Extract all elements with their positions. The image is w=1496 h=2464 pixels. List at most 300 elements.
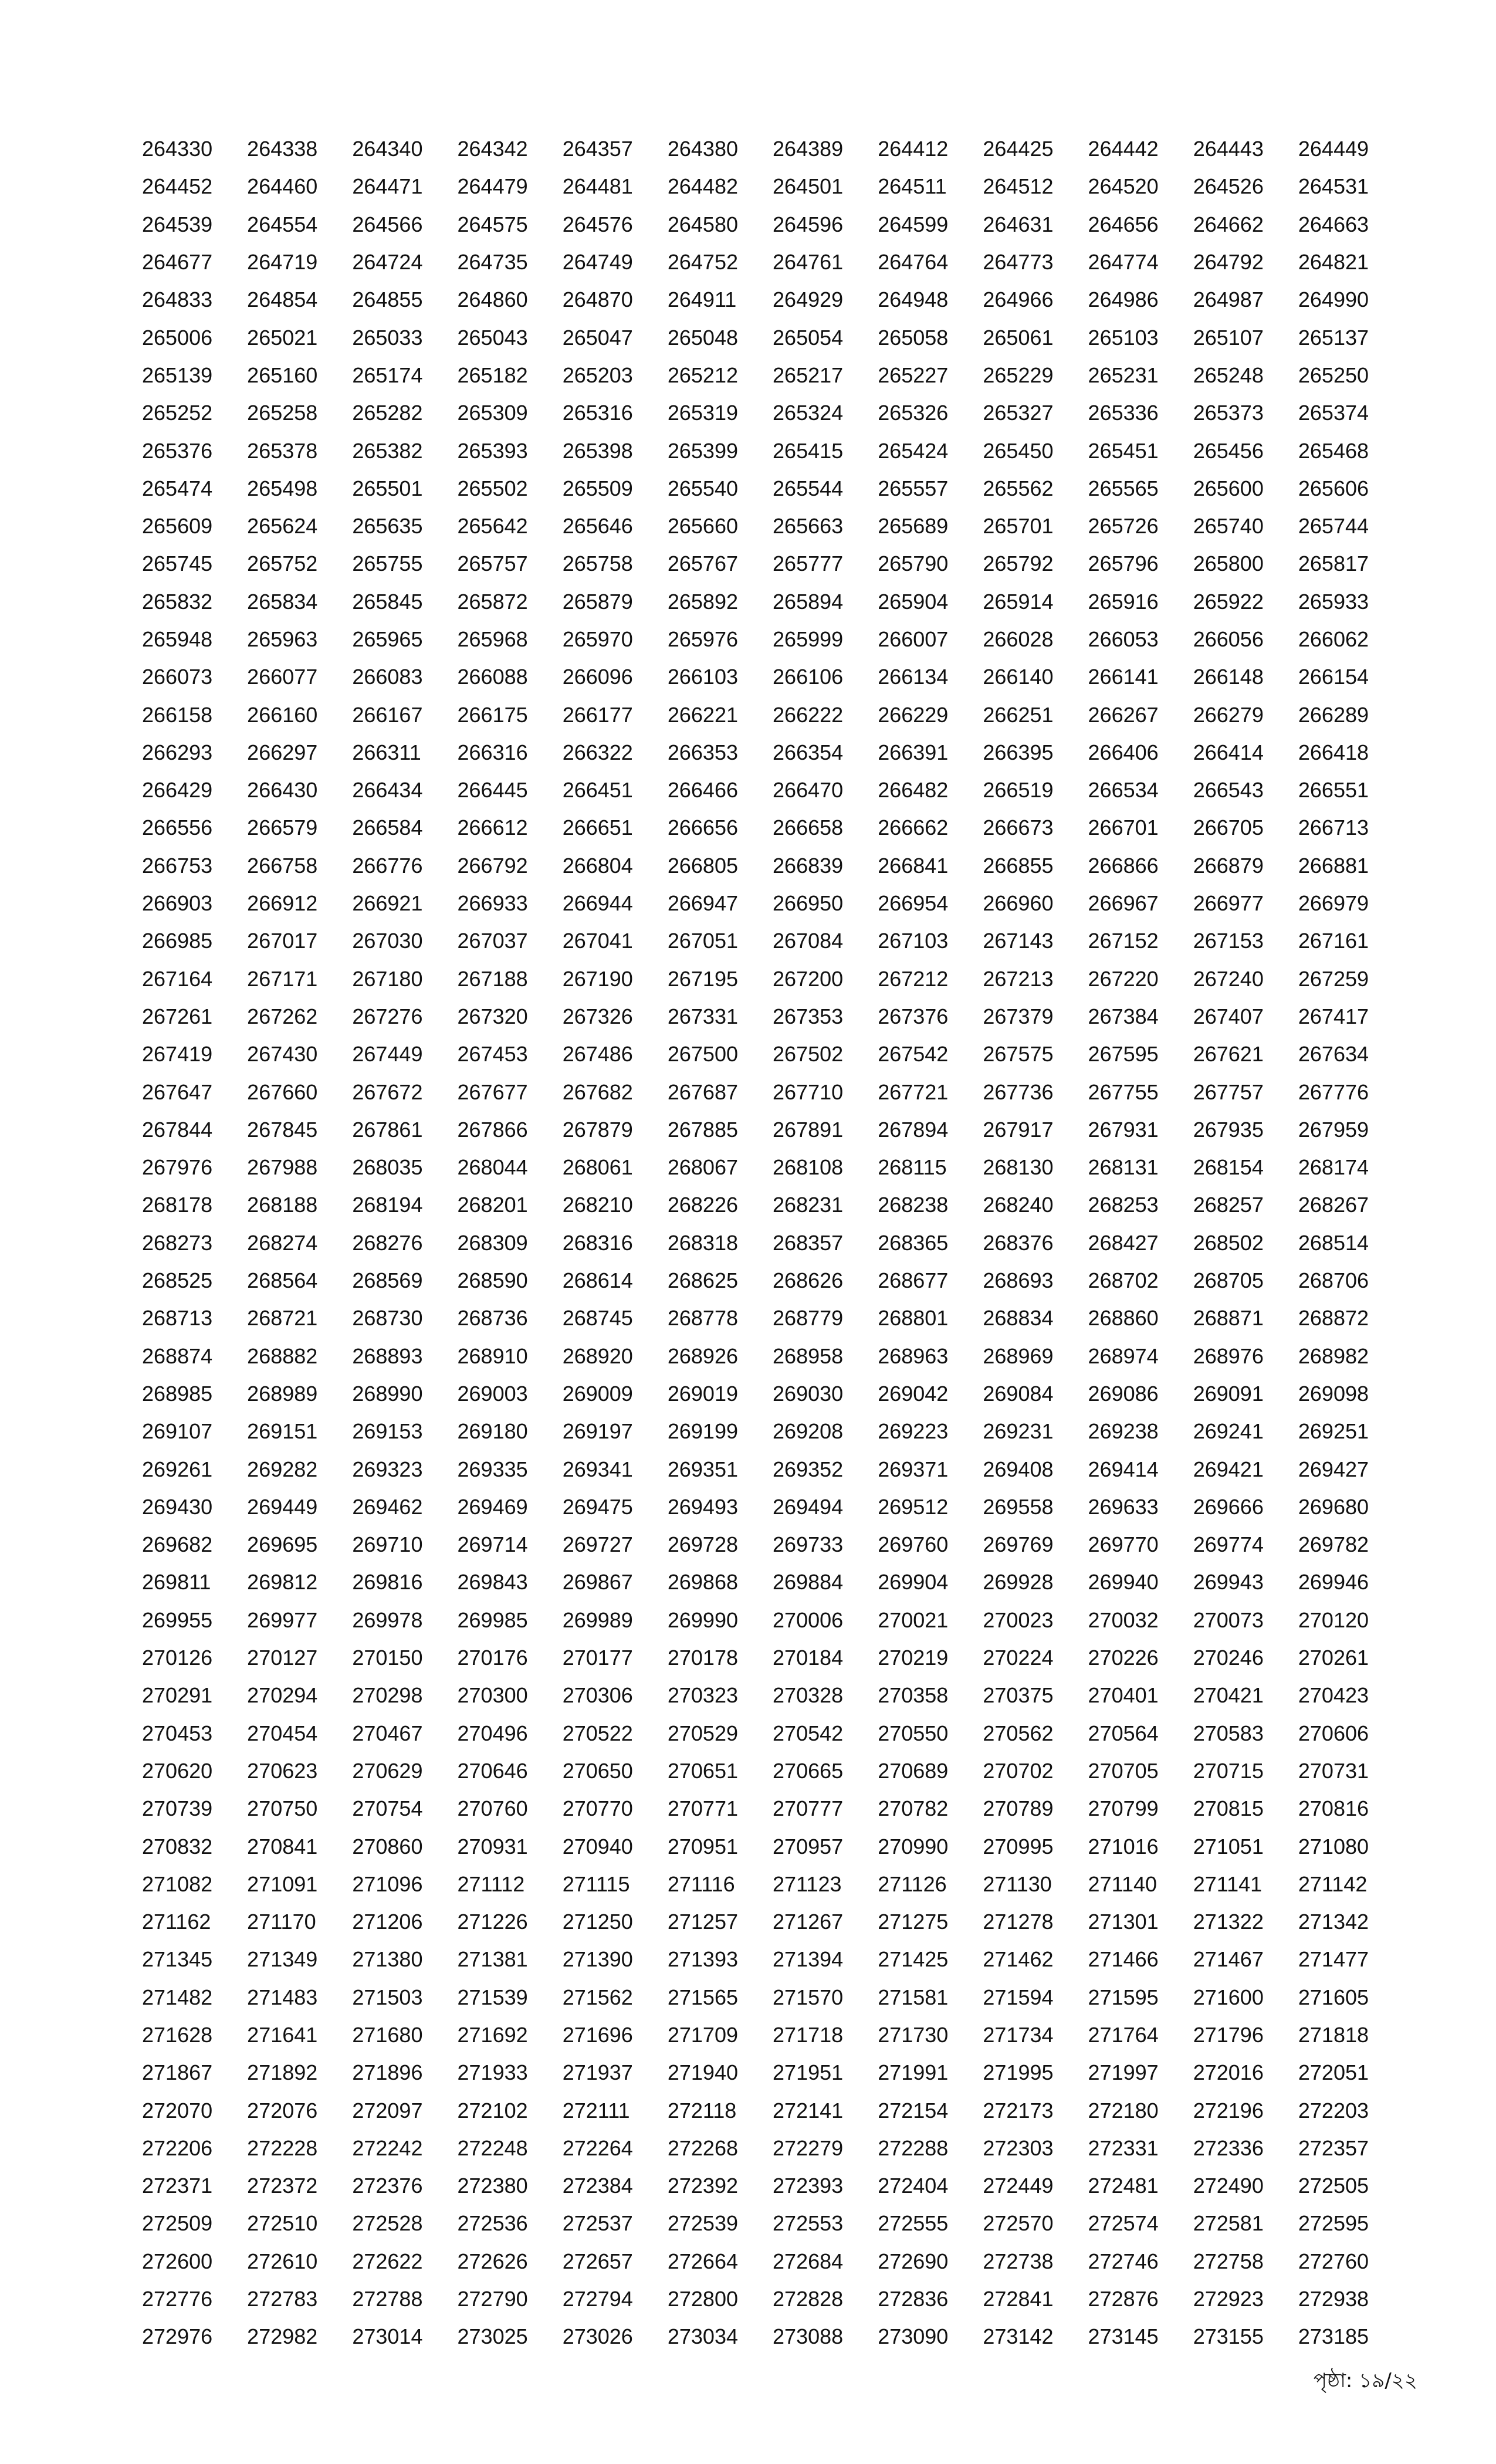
number-cell: 267621 <box>1193 1042 1264 1067</box>
number-cell: 271562 <box>562 1985 633 2009</box>
number-cell: 267894 <box>878 1117 949 1142</box>
number-cell: 269323 <box>352 1457 423 1481</box>
number-cell: 270841 <box>247 1834 318 1859</box>
table-row <box>142 2054 1403 2091</box>
number-cell: 267453 <box>457 1042 528 1067</box>
number-cell: 264663 <box>1298 212 1369 236</box>
number-cell: 266881 <box>1298 853 1369 878</box>
number-cell: 264338 <box>247 137 318 161</box>
number-cell: 265058 <box>878 325 949 350</box>
number-cell: 270300 <box>457 1683 528 1708</box>
number-cell: 269946 <box>1298 1570 1369 1595</box>
number-cell: 265393 <box>457 438 528 463</box>
number-cell: 265757 <box>457 551 528 576</box>
number-cell: 270715 <box>1193 1758 1264 1783</box>
table-row <box>142 1413 1403 1450</box>
number-cell: 269943 <box>1193 1570 1264 1595</box>
number-cell: 268273 <box>142 1230 213 1255</box>
number-cell: 270770 <box>562 1796 633 1821</box>
table-row <box>142 809 1403 847</box>
number-cell: 268274 <box>247 1230 318 1255</box>
number-cell: 271162 <box>142 1910 211 1934</box>
number-cell: 270421 <box>1193 1683 1264 1708</box>
number-cell: 265792 <box>983 551 1054 576</box>
table-row <box>142 432 1403 469</box>
number-cell: 266088 <box>457 665 528 689</box>
number-cell: 271226 <box>457 1910 528 1934</box>
number-cell: 272449 <box>983 2174 1054 2198</box>
number-cell: 265963 <box>247 627 318 651</box>
number-cell: 270184 <box>773 1646 844 1670</box>
number-cell: 271594 <box>983 1985 1054 2009</box>
number-cell: 266158 <box>142 702 213 727</box>
number-cell: 272528 <box>352 2211 423 2236</box>
number-cell: 272776 <box>142 2287 213 2311</box>
number-cell: 266322 <box>562 740 633 764</box>
table-row <box>142 1073 1403 1111</box>
number-cell: 266839 <box>773 853 844 878</box>
number-cell: 264357 <box>562 137 633 161</box>
number-cell: 270150 <box>352 1646 423 1670</box>
table-row <box>142 922 1403 960</box>
number-cell: 266912 <box>247 891 318 916</box>
number-cell: 264580 <box>667 212 738 236</box>
number-cell: 270651 <box>667 1758 738 1783</box>
number-cell: 268958 <box>773 1343 844 1368</box>
table-row <box>142 1903 1403 1941</box>
number-cell: 268201 <box>457 1193 528 1217</box>
number-cell: 266134 <box>878 665 949 689</box>
number-cell: 265203 <box>562 363 633 387</box>
number-cell: 272393 <box>773 2174 844 2198</box>
number-cell: 265565 <box>1088 476 1159 500</box>
number-cell: 269512 <box>878 1494 949 1519</box>
number-cell: 265319 <box>667 401 738 425</box>
table-row <box>142 885 1403 922</box>
number-cell: 266470 <box>773 778 844 803</box>
number-cell: 267200 <box>773 966 844 991</box>
number-cell: 269475 <box>562 1494 633 1519</box>
number-cell: 269811 <box>142 1570 211 1595</box>
table-row <box>142 2091 1403 2129</box>
number-cell: 266933 <box>457 891 528 916</box>
number-cell: 270650 <box>562 1758 633 1783</box>
number-cell: 271275 <box>878 1910 949 1934</box>
number-cell: 265227 <box>878 363 949 387</box>
number-cell: 271896 <box>352 2060 423 2085</box>
number-cell: 270702 <box>983 1758 1054 1783</box>
number-cell: 266551 <box>1298 778 1369 803</box>
number-cell: 270120 <box>1298 1607 1369 1632</box>
number-cell: 269990 <box>667 1607 738 1632</box>
number-cell: 271718 <box>773 2022 844 2047</box>
number-cell: 267212 <box>878 966 949 991</box>
number-cell: 266805 <box>667 853 738 878</box>
number-cell: 272173 <box>983 2098 1054 2123</box>
number-cell: 270032 <box>1088 1607 1159 1632</box>
number-cell: 270023 <box>983 1607 1054 1632</box>
number-cell: 266007 <box>878 627 949 651</box>
number-cell: 269091 <box>1193 1381 1264 1406</box>
number-cell: 267755 <box>1088 1079 1159 1104</box>
number-cell: 271997 <box>1088 2060 1159 2085</box>
number-cell: 268893 <box>352 1343 423 1368</box>
number-cell: 264526 <box>1193 174 1264 199</box>
number-cell: 271462 <box>983 1947 1054 1972</box>
number-cell: 269197 <box>562 1419 633 1444</box>
number-cell: 271130 <box>983 1871 1052 1896</box>
number-cell: 265103 <box>1088 325 1159 350</box>
number-cell: 267353 <box>773 1004 844 1028</box>
number-cell: 272180 <box>1088 2098 1159 2123</box>
number-cell: 264452 <box>142 174 213 199</box>
number-cell: 272738 <box>983 2249 1054 2273</box>
number-cell: 272357 <box>1298 2135 1369 2160</box>
number-cell: 264986 <box>1088 287 1159 312</box>
number-cell: 268614 <box>562 1268 633 1293</box>
table-row <box>142 1827 1403 1865</box>
number-cell: 265231 <box>1088 363 1159 387</box>
number-cell: 264575 <box>457 212 528 236</box>
number-cell: 268357 <box>773 1230 844 1255</box>
table-row <box>142 1299 1403 1337</box>
number-cell: 272555 <box>878 2211 949 2236</box>
number-cell: 271605 <box>1298 1985 1369 2009</box>
number-cell: 269238 <box>1088 1419 1159 1444</box>
number-cell: 267103 <box>878 929 949 953</box>
number-cell: 264929 <box>773 287 844 312</box>
number-cell: 272490 <box>1193 2174 1264 2198</box>
number-cell: 272481 <box>1088 2174 1159 2198</box>
number-cell: 272684 <box>773 2249 844 2273</box>
number-cell: 272746 <box>1088 2249 1159 2273</box>
number-cell: 265660 <box>667 514 738 539</box>
number-cell: 269843 <box>457 1570 528 1595</box>
number-cell: 267419 <box>142 1042 213 1067</box>
number-cell: 268736 <box>457 1306 528 1331</box>
number-cell: 271206 <box>352 1910 423 1934</box>
number-cell: 265540 <box>667 476 738 500</box>
number-cell: 267879 <box>562 1117 633 1142</box>
number-cell: 266656 <box>667 815 738 840</box>
number-cell: 271126 <box>878 1871 947 1896</box>
number-cell: 272248 <box>457 2135 528 2160</box>
number-cell: 269084 <box>983 1381 1054 1406</box>
number-cell: 264512 <box>983 174 1054 199</box>
number-cell: 267143 <box>983 929 1054 953</box>
number-cell: 269180 <box>457 1419 528 1444</box>
number-cell: 272622 <box>352 2249 423 2273</box>
number-cell: 272923 <box>1193 2287 1264 2311</box>
number-cell: 268693 <box>983 1268 1054 1293</box>
number-cell: 272657 <box>562 2249 633 2273</box>
number-cell: 272404 <box>878 2174 949 2198</box>
number-cell: 267736 <box>983 1079 1054 1104</box>
number-cell: 267502 <box>773 1042 844 1067</box>
number-cell: 265740 <box>1193 514 1264 539</box>
number-cell: 268131 <box>1088 1155 1159 1180</box>
number-cell: 267844 <box>142 1117 213 1142</box>
number-cell: 266028 <box>983 627 1054 651</box>
number-cell: 272800 <box>667 2287 738 2311</box>
number-cell: 265061 <box>983 325 1054 350</box>
number-cell: 271709 <box>667 2022 738 2047</box>
number-cell: 268982 <box>1298 1343 1369 1368</box>
number-cell: 269760 <box>878 1532 949 1557</box>
number-cell: 270358 <box>878 1683 949 1708</box>
number-cell: 269098 <box>1298 1381 1369 1406</box>
number-cell: 270298 <box>352 1683 423 1708</box>
number-cell: 265624 <box>247 514 318 539</box>
number-cell: 272242 <box>352 2135 423 2160</box>
number-cell: 271096 <box>352 1871 423 1896</box>
number-cell: 272600 <box>142 2249 213 2273</box>
number-cell: 265217 <box>773 363 844 387</box>
number-cell: 264987 <box>1193 287 1264 312</box>
table-row <box>142 2318 1403 2355</box>
number-cell: 267931 <box>1088 1117 1159 1142</box>
table-row <box>142 1602 1403 1639</box>
number-cell: 264443 <box>1193 137 1264 161</box>
number-cell: 273090 <box>878 2324 949 2349</box>
number-cell: 267721 <box>878 1079 949 1104</box>
number-cell: 272783 <box>247 2287 318 2311</box>
number-cell: 271600 <box>1193 1985 1264 2009</box>
number-cell: 267261 <box>142 1004 213 1028</box>
number-cell: 271267 <box>773 1910 844 1934</box>
number-cell: 272938 <box>1298 2287 1369 2311</box>
number-cell: 272372 <box>247 2174 318 2198</box>
number-cell: 269462 <box>352 1494 423 1519</box>
number-cell: 268253 <box>1088 1193 1159 1217</box>
number-cell: 271991 <box>878 2060 949 2085</box>
number-cell: 270760 <box>457 1796 528 1821</box>
table-row <box>142 771 1403 809</box>
number-cell: 272380 <box>457 2174 528 2198</box>
number-cell: 265451 <box>1088 438 1159 463</box>
number-cell: 267757 <box>1193 1079 1264 1104</box>
number-cell: 270689 <box>878 1758 949 1783</box>
number-cell: 265373 <box>1193 401 1264 425</box>
number-cell: 273034 <box>667 2324 738 2349</box>
number-cell: 267449 <box>352 1042 423 1067</box>
number-cell: 272758 <box>1193 2249 1264 2273</box>
number-cell: 265324 <box>773 401 844 425</box>
number-cell: 270542 <box>773 1721 844 1745</box>
number-cell: 266083 <box>352 665 423 689</box>
number-cell: 265642 <box>457 514 528 539</box>
number-cell: 266077 <box>247 665 318 689</box>
number-cell: 268309 <box>457 1230 528 1255</box>
number-cell: 267213 <box>983 966 1054 991</box>
number-cell: 269351 <box>667 1457 738 1481</box>
number-cell: 265970 <box>562 627 633 651</box>
number-cell: 267171 <box>247 966 318 991</box>
number-cell: 270860 <box>352 1834 423 1859</box>
number-cell: 265424 <box>878 438 949 463</box>
number-cell: 272876 <box>1088 2287 1159 2311</box>
number-cell: 272102 <box>457 2098 528 2123</box>
number-cell: 264425 <box>983 137 1054 161</box>
number-cell: 268174 <box>1298 1155 1369 1180</box>
number-cell: 265755 <box>352 551 423 576</box>
number-cell: 265139 <box>142 363 213 387</box>
number-cell: 264792 <box>1193 250 1264 275</box>
number-cell: 268626 <box>773 1268 844 1293</box>
number-cell: 265107 <box>1193 325 1264 350</box>
number-cell: 265376 <box>142 438 213 463</box>
number-cell: 266141 <box>1088 665 1159 689</box>
table-row <box>142 168 1403 205</box>
number-cell: 271892 <box>247 2060 318 2085</box>
number-cell: 265635 <box>352 514 423 539</box>
number-cell: 265468 <box>1298 438 1369 463</box>
number-cell: 265336 <box>1088 401 1159 425</box>
number-cell: 270294 <box>247 1683 318 1708</box>
number-cell: 270782 <box>878 1796 949 1821</box>
number-cell: 270940 <box>562 1834 633 1859</box>
table-row <box>142 1979 1403 2016</box>
number-cell: 265904 <box>878 589 949 614</box>
number-cell: 267188 <box>457 966 528 991</box>
number-cell: 268240 <box>983 1193 1054 1217</box>
number-cell: 268569 <box>352 1268 423 1293</box>
number-cell: 271425 <box>878 1947 949 1972</box>
number-cell: 264531 <box>1298 174 1369 199</box>
number-cell: 266579 <box>247 815 318 840</box>
number-cell: 265948 <box>142 627 213 651</box>
number-cell: 269978 <box>352 1607 423 1632</box>
table-row <box>142 1790 1403 1827</box>
number-cell: 269494 <box>773 1494 844 1519</box>
number-cell: 264662 <box>1193 212 1264 236</box>
number-cell: 266062 <box>1298 627 1369 651</box>
number-cell: 266950 <box>773 891 844 916</box>
number-cell: 267845 <box>247 1117 318 1142</box>
number-cell: 266543 <box>1193 778 1264 803</box>
number-cell: 272279 <box>773 2135 844 2160</box>
number-cell: 264860 <box>457 287 528 312</box>
number-cell: 267384 <box>1088 1004 1159 1028</box>
number-cell: 268178 <box>142 1193 213 1217</box>
number-cell: 269042 <box>878 1381 949 1406</box>
number-cell: 267917 <box>983 1117 1054 1142</box>
number-cell: 267152 <box>1088 929 1159 953</box>
number-cell: 267037 <box>457 929 528 953</box>
number-cell: 267259 <box>1298 966 1369 991</box>
number-cell: 270178 <box>667 1646 738 1670</box>
number-cell: 273155 <box>1193 2324 1264 2349</box>
number-cell: 271503 <box>352 1985 423 2009</box>
number-cell: 267500 <box>667 1042 738 1067</box>
number-cell: 268276 <box>352 1230 423 1255</box>
number-cell: 267220 <box>1088 966 1159 991</box>
number-cell: 270995 <box>983 1834 1054 1859</box>
number-cell: 267430 <box>247 1042 318 1067</box>
number-cell: 272384 <box>562 2174 633 2198</box>
number-cell: 270177 <box>562 1646 633 1670</box>
table-row <box>142 130 1403 168</box>
number-cell: 267687 <box>667 1079 738 1104</box>
number-cell: 269940 <box>1088 1570 1159 1595</box>
number-cell: 269867 <box>562 1570 633 1595</box>
number-cell: 269782 <box>1298 1532 1369 1557</box>
number-cell: 265054 <box>773 325 844 350</box>
number-cell: 269208 <box>773 1419 844 1444</box>
number-cell: 266140 <box>983 665 1054 689</box>
number-cell: 273142 <box>983 2324 1054 2349</box>
table-row <box>142 319 1403 356</box>
number-cell: 267051 <box>667 929 738 953</box>
number-cell: 271995 <box>983 2060 1054 2085</box>
number-cell: 272336 <box>1193 2135 1264 2160</box>
table-row <box>142 1941 1403 1978</box>
number-cell: 268427 <box>1088 1230 1159 1255</box>
number-cell: 271466 <box>1088 1947 1159 1972</box>
number-cell: 265229 <box>983 363 1054 387</box>
number-cell: 267595 <box>1088 1042 1159 1067</box>
number-cell: 265767 <box>667 551 738 576</box>
number-cell: 270623 <box>247 1758 318 1783</box>
number-cell: 266921 <box>352 891 423 916</box>
number-cell: 266429 <box>142 778 213 803</box>
number-cell: 271692 <box>457 2022 528 2047</box>
number-cell: 271539 <box>457 1985 528 2009</box>
number-cell: 265646 <box>562 514 633 539</box>
number-cell: 269341 <box>562 1457 633 1481</box>
number-cell: 271278 <box>983 1910 1054 1934</box>
number-cell: 266977 <box>1193 891 1264 916</box>
number-cell: 265450 <box>983 438 1054 463</box>
number-cell: 269727 <box>562 1532 633 1557</box>
number-cell: 268721 <box>247 1306 318 1331</box>
number-cell: 266556 <box>142 815 213 840</box>
number-cell: 270423 <box>1298 1683 1369 1708</box>
number-cell: 269774 <box>1193 1532 1264 1557</box>
table-row <box>142 1488 1403 1526</box>
number-cell: 265744 <box>1298 514 1369 539</box>
number-cell: 265777 <box>773 551 844 576</box>
number-cell: 267575 <box>983 1042 1054 1067</box>
number-cell: 264855 <box>352 287 423 312</box>
number-cell: 267326 <box>562 1004 633 1028</box>
table-row <box>142 1224 1403 1262</box>
number-cell: 271796 <box>1193 2022 1264 2047</box>
number-cell: 269493 <box>667 1494 738 1519</box>
number-cell: 269019 <box>667 1381 738 1406</box>
number-cell: 268745 <box>562 1306 633 1331</box>
number-cell: 270224 <box>983 1646 1054 1670</box>
number-cell: 272841 <box>983 2287 1054 2311</box>
number-cell: 268130 <box>983 1155 1054 1180</box>
number-cell: 268969 <box>983 1343 1054 1368</box>
number-cell: 272664 <box>667 2249 738 2273</box>
number-cell: 266804 <box>562 853 633 878</box>
number-cell: 268872 <box>1298 1306 1369 1331</box>
number-cell: 269812 <box>247 1570 318 1595</box>
number-cell: 272828 <box>773 2287 844 2311</box>
number-cell: 272331 <box>1088 2135 1159 2160</box>
number-cell: 270705 <box>1088 1758 1159 1783</box>
number-cell: 271301 <box>1088 1910 1159 1934</box>
number-cell: 272228 <box>247 2135 318 2160</box>
number-cell: 266167 <box>352 702 423 727</box>
number-cell: 270467 <box>352 1721 423 1745</box>
number-cell: 265745 <box>142 551 213 576</box>
number-cell: 268778 <box>667 1306 738 1331</box>
number-cell: 265800 <box>1193 551 1264 576</box>
number-cell: 265258 <box>247 401 318 425</box>
